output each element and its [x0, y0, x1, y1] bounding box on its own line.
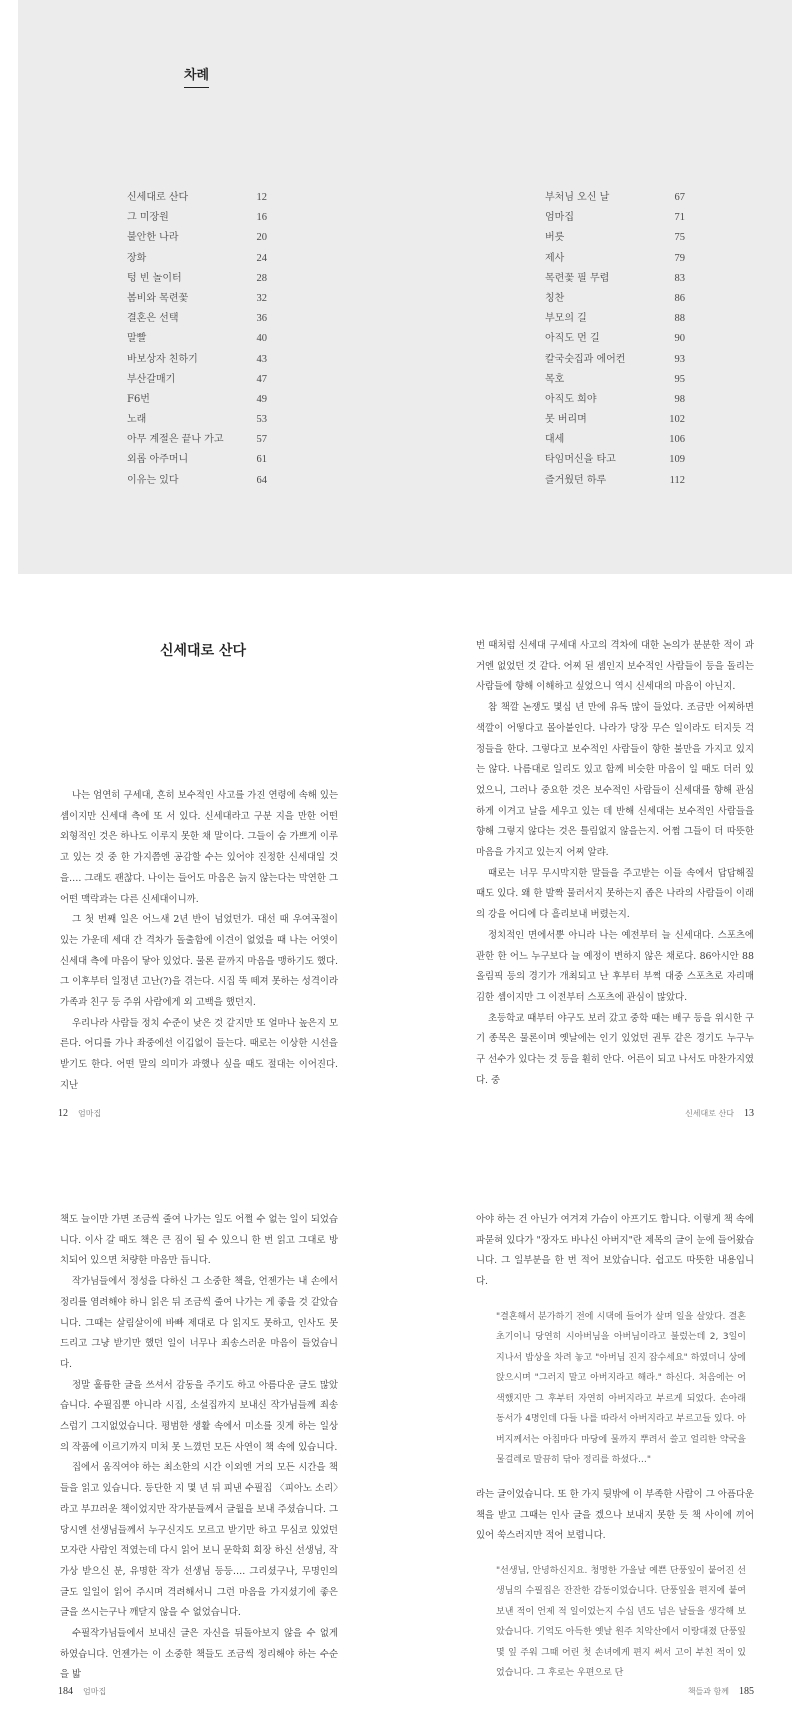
toc-column-right	[545, 188, 685, 491]
toc-entry-page: 88	[674, 313, 685, 325]
toc-entry	[545, 471, 685, 491]
toc-entry-page: 12	[256, 192, 267, 203]
toc-entry	[545, 450, 685, 470]
body-paragraph: 우리나라 사람들 정치 수준이 낮은 것 같지만 또 얼마나 높은지 모른다. 어디를 가나 좌중에선 이깁없이 들는다. 때로는 이상한 시선을 받기도 한다. 어떤 말의 의미가 과했나 싶을 때도 절대는 이어진다. 지난	[60, 1017, 338, 1091]
toc-entry-page: 32	[256, 292, 267, 304]
toc-entry-page: 112	[669, 474, 685, 486]
toc-entry-page: 53	[256, 414, 267, 426]
toc-entry-title: 바보상자 친하기	[127, 353, 198, 365]
page-number: 13	[744, 1108, 754, 1119]
toc-entry	[127, 350, 267, 370]
toc-entry-title: 불안한 나라	[127, 232, 179, 244]
body-paragraph: 아야 하는 건 아닌가 여겨져 가슴이 아프기도 합니다. 이렇게 책 속에 파묻혀 있다가 "장자도 바나신 아버지"란 제목의 글이 눈에 들어왔습니다. 그 일부분을 한 번 적어 보았습니다. 쉽고도 따뜻한 내용입니다.	[476, 1214, 754, 1288]
toc-entry	[545, 410, 685, 430]
toc-entry-page: 98	[674, 393, 685, 405]
toc-entry-page: 67	[674, 192, 685, 203]
toc-entry-page: 75	[674, 232, 685, 244]
toc-entry-page: 36	[256, 313, 267, 325]
folio-page-13	[675, 1108, 754, 1119]
block-quote: "결혼해서 분가하기 전에 시댁에 들어가 살며 일을 살았다. 결혼 초기이니 당연히 시아버님을 아버님이라고 불렀는데 2, 3일이 지나서 밥상을 차려 놓고 "아버님 진지 잡수세요" 하였더니 상에 앉으시며 "그러지 말고 아버지라고 해라." 하신다. 처음에는 어색했지만 그 후부터 자연히 아버지라고 부르게 되었다. 손아래 동서가 4명인데 다들 나를 따라서 아버지라고 부르고들 있다. 아버지께서는 아침마다 마당에 물까지 뿌려서 쓸고 얼리한 약국을 물걸레로 말끔히 닦아 정리를 하셨다…"	[496, 1311, 746, 1466]
toc-entry-title: 말빨	[127, 333, 147, 345]
toc-entry	[545, 430, 685, 450]
toc-entry-title: 엄마집	[545, 212, 574, 224]
toc-entry-title: 칼국숫집과 에어컨	[545, 353, 626, 365]
toc-entry	[545, 390, 685, 410]
running-head: 엄마집	[78, 1109, 102, 1118]
toc-entry-page: 83	[674, 272, 685, 284]
toc-entry-page: 106	[669, 434, 685, 446]
toc-entry	[127, 450, 267, 470]
running-head: 신세대로 산다	[685, 1109, 734, 1118]
running-head: 책들과 함께	[687, 1687, 729, 1696]
toc-entry	[545, 350, 685, 370]
toc-entry-page: 90	[674, 333, 685, 345]
toc-entry	[127, 249, 267, 269]
toc-entry	[127, 471, 267, 491]
toc-entry-title: 못 버리며	[545, 414, 587, 426]
toc-entry-page: 61	[256, 454, 267, 466]
toc-entry	[127, 309, 267, 329]
folio-page-12	[58, 1108, 111, 1119]
page-184-body	[60, 1210, 338, 1686]
toc-entry-title: 칭찬	[545, 292, 565, 304]
toc-entry-page: 40	[256, 333, 267, 345]
toc-entry-title: 이유는 있다	[127, 474, 179, 486]
toc-entry	[545, 208, 685, 228]
toc-entry-page: 16	[256, 212, 267, 224]
toc-entry-title: 장화	[127, 252, 147, 264]
toc-entry-title: 목련꽃 필 무렵	[545, 272, 610, 284]
toc-entry	[545, 188, 685, 208]
toc-entry	[545, 329, 685, 349]
body-paragraph: 책도 늘이만 가면 조금씩 줄여 나가는 일도 어쩔 수 없는 일이 되었습니다. 이사 갈 때도 책은 큰 짐이 될 수 있으니 한 번 읽고 그대로 방치되어 있으면 처량한 마음만 듭니다.	[60, 1214, 338, 1267]
body-paragraph: 때로는 너무 무시막지한 말들을 주고받는 이들 속에서 답답해질 때도 있다. 왜 한 발짝 물러서지 못하는지 좁은 나라의 사람들이 이래의 강을 어디에 다 흘리보내 버렸는지.	[476, 867, 754, 921]
toc-entry	[545, 309, 685, 329]
toc-entry-page: 86	[674, 292, 685, 304]
toc-entry	[545, 370, 685, 390]
toc-entry-page: 71	[674, 212, 685, 224]
body-paragraph: 정말 훌륭한 글을 쓰셔서 감동을 주기도 하고 아름다운 글도 많았습니다. 수필집뿐 아니라 시집, 소설집까지 보내신 작가님들께 죄송스럽기 그지없었습니다. 평범한 생활 속에서 미소를 짓게 하는 일상의 작품에 이르기까지 미처 못 느꼈던 모든 사연이 책 속에 있습니다.	[60, 1379, 338, 1453]
body-paragraph: 라는 글이었습니다. 또 한 가지 뒷밖에 이 부족한 사람이 그 아픔다운 책을 받고 그때는 인사 글을 겠으나 보내지 못한 듯 책 사이에 끼어 있어 쑥스러지만 적어 보렵니다.	[476, 1488, 754, 1542]
body-paragraph: 정치적인 면에서뿐 아니라 나는 예전부터 늘 신세대다. 스포츠에 관한 한 어느 누구보다 늘 예정이 변하지 않은 채로다. 86아시안 88올림픽 등의 경기가 개최되고 난 후부터 부쩍 대중 스포츠로 자리매김한 셈이지만 그 이전부터 스포츠에 관심이 많았다.	[476, 929, 754, 1003]
toc-entry	[127, 289, 267, 309]
toc-entry	[127, 430, 267, 450]
toc-entry-page: 57	[256, 434, 267, 446]
toc-entry-title: 아무 계절은 끝나 가고	[127, 434, 224, 446]
toc-entry-title: 그 미장원	[127, 212, 169, 224]
toc-entry-title: 신세대로 산다	[127, 192, 189, 203]
toc-entry-page: 43	[256, 353, 267, 365]
page-13-body	[476, 636, 754, 1091]
toc-entry-title: 타임머신을 타고	[545, 454, 616, 466]
toc-entry-page: 102	[669, 414, 685, 426]
toc-entry	[127, 208, 267, 228]
toc-entry-page: 109	[669, 454, 685, 466]
toc-entry-page: 49	[256, 393, 267, 405]
toc-column-left	[127, 188, 267, 491]
body-paragraph: 그 첫 번째 일은 어느새 2년 반이 넘었던가. 대선 때 우여곡절이 있는 가운데 세대 간 격차가 돌출함에 이견이 없었을 때 나는 어엿이 신세대 측에 마음이 닿아 있었다. 물론 끝까지 마음을 맹하기도 했다. 그 이후부터 일정년 고난(?)을 겪는다. 시집 뚝 떼져 못하는 성격이라 가족과 친구 등 주위 사람에게 외 고백을 했던지.	[60, 914, 338, 1009]
toc-panel	[18, 0, 792, 574]
toc-entry	[127, 390, 267, 410]
body-paragraph: 초등학교 때부터 야구도 보러 갔고 중학 때는 배구 등을 위시한 구기 종목은 물론이며 옛날에는 인기 있었던 권투 같은 경기도 누구누구 선수가 있다는 것 등을 훤히 안다. 어른이 되고 나서도 마찬가지였다. 중	[476, 1012, 754, 1086]
toc-entry-page: 47	[256, 373, 267, 385]
toc-entry-page: 79	[674, 252, 685, 264]
toc-entry-title: 즐거웠던 하루	[545, 474, 607, 486]
toc-entry-page: 64	[256, 474, 267, 486]
toc-entry-title: 대세	[545, 434, 565, 446]
toc-title: 차례	[184, 64, 209, 88]
body-paragraph: 참 책깔 논쟁도 몇십 년 만에 유독 많이 들었다. 조금만 어찌하면 색깔이 어떻다고 몰아붙인다. 나라가 당장 무슨 일이라도 터지듯 걱정들을 한다. 그렇다고 보수적인 사람들이 향한 불만을 가지고 있지는 않다. 나름대로 일리도 있고 함께 비슷한 마음이 일 때도 더러 있었으니, 그러나 중요한 것은 보수적인 사람들이 신세대를 향해 관심하게 이겨고 날을 세우고 있는 데 반해 신세대는 보수적인 사람들을 향해 그렇지 않다는 것은 틀림없지 않을는지. 어쩜 그들이 더 따뜻한 마음을 가지고 있는지 어찌 알랴.	[476, 702, 754, 859]
toc-entry	[545, 228, 685, 248]
toc-entry-title: 목호	[545, 373, 565, 385]
toc-entry	[545, 269, 685, 289]
toc-entry-page: 28	[256, 272, 267, 284]
toc-entry-title: 부처님 오신 날	[545, 192, 610, 203]
toc-entry-title: 봄비와 목련꽃	[127, 292, 189, 304]
toc-entry-title: 노래	[127, 414, 147, 426]
toc-entry-page: 24	[256, 252, 267, 264]
toc-entry	[545, 289, 685, 309]
toc-entry-title: 아직도 희야	[545, 393, 597, 405]
toc-entry	[127, 228, 267, 248]
toc-entry-title: 제사	[545, 252, 565, 264]
body-paragraph: 집에서 움직여야 하는 최소한의 시간 이외엔 거의 모든 시간을 책들을 읽고 있습니다. 등단한 지 몇 년 뒤 피낸 수필집 〈피아노 소리〉라고 부끄러운 책이었지만 작가분들께서 글월을 보내 주셨습니다. 그 당시엔 선생님들께서 누구신지도 모르고 받기만 하고 무심코 있었던 모자란 사람인 적였는데 다시 읽어 보니 문학회 회장 하신 선생님, 작가상 받으신 분, 유명한 작가 선생님 등등…. 그리셨구나, 무명인의 글도 일일이 읽어 주시며 격려해서니 그런 마음을 가지셨기에 좋은 글을 쓰시는구나 깨닫지 않을 수 없었습니다.	[60, 1462, 338, 1619]
toc-entry-title: 부모의 길	[545, 313, 587, 325]
toc-entry-page: 20	[256, 232, 267, 244]
toc-entry-page: 93	[674, 353, 685, 365]
running-head: 엄마집	[83, 1687, 107, 1696]
folio-page-185	[678, 1686, 754, 1697]
page-12-body	[60, 786, 338, 1097]
chapter-title: 신세대로 산다	[160, 643, 247, 659]
toc-entry-title: 텅 빈 놀이터	[127, 272, 182, 284]
toc-entry-title: 부산갈매기	[127, 373, 176, 385]
body-paragraph: 번 때처럼 신세대 구세대 사고의 격차에 대한 논의가 분분한 적이 과거엔 없었던 것 같다. 어찌 된 셈인지 보수적인 사람들이 등을 돌리는 사람들에 향해 이해하고 싶었으니 역시 신세대의 마음이 아닌지.	[476, 640, 754, 693]
body-paragraph: 수필작가님들에서 보내신 글은 자신을 뒤돌아보지 않을 수 없게 하였습니다. 언젠가는 이 소중한 책들도 조금씩 정리해야 하는 수순을 밟	[60, 1628, 338, 1681]
toc-entry	[127, 329, 267, 349]
toc-entry	[127, 410, 267, 430]
toc-entry	[545, 249, 685, 269]
page-number: 185	[739, 1686, 754, 1697]
toc-entry	[127, 370, 267, 390]
toc-entry-title: 아직도 먼 길	[545, 333, 600, 345]
page-number: 184	[58, 1686, 73, 1697]
page-185-body	[476, 1210, 754, 1684]
toc-entry	[127, 269, 267, 289]
toc-entry-title: 결혼은 선택	[127, 313, 179, 325]
folio-page-184	[58, 1686, 116, 1697]
block-quote: "선생님, 안녕하신지요. 청명한 가을날 예쁜 단풍잎이 붙어진 선생님의 수필집은 잔잔한 감동이었습니다. 단풍잎을 편지에 붙여 보낸 적이 언제 적 일이었는지 수십 년도 넘은 날들을 생각해 보았습니다. 기억도 아득한 옛날 원주 치악산에서 이랑대졌 단풍잎 몇 잎 주워 그때 어린 첫 손녀에게 편지 써서 고이 부친 적이 있었습니다. 그 후로는 우편으로 단	[496, 1565, 746, 1679]
toc-entry-page: 95	[674, 373, 685, 385]
toc-entry-title: 버릇	[545, 232, 565, 244]
toc-entry-title: 외롭 아주머니	[127, 454, 189, 466]
toc-entry	[127, 188, 267, 208]
body-paragraph: 나는 엄연히 구세대, 흔히 보수적인 사고를 가진 연령에 속해 있는 셈이지만 신세대 측에 또 서 있다. 신세대라고 구분 지을 만한 어떤 외형적인 것은 하나도 이루지 못한 채 말이다. 그들이 숨 가쁘게 이루고 있는 것 중 한 가지쯤엔 공감할 수는 있어야 진정한 신세대일 것을…. 그래도 괜찮다. 나이는 들어도 마음은 늙지 않는다는 막연한 그 어떤 맥락과는 다른 신세대이니까.	[60, 790, 338, 905]
page-number: 12	[58, 1108, 68, 1119]
toc-entry-title: F6번	[127, 393, 150, 405]
body-paragraph: 작가님들에서 정성을 다하신 그 소중한 책을, 언젠가는 내 손에서 정리를 염려해야 하니 읽은 뒤 조금씩 줄여 나가는 게 좋을 것 같았습니다. 그때는 살림살이에 바빠 제대로 다 읽지도 못하고, 인사도 못 드리고 그냥 받기만 했던 일이 너무나 죄송스러운 마음이 들었습니다.	[60, 1276, 338, 1370]
